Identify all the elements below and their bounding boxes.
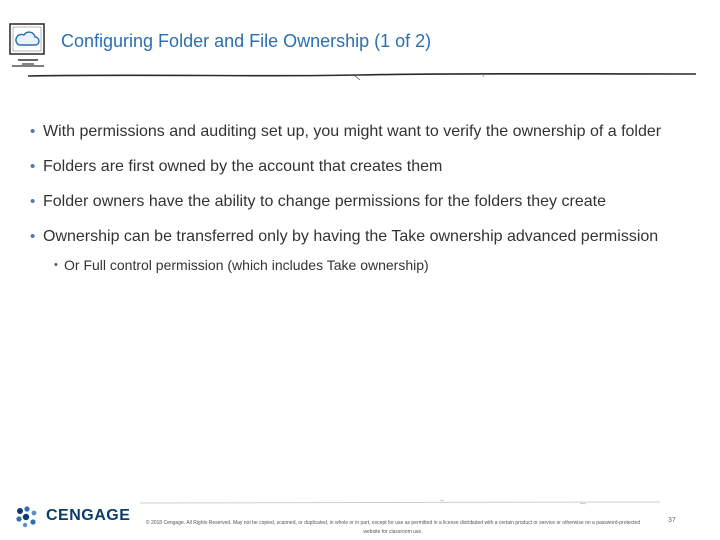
sub-bullet-text: Or Full control permission (which includes Take ownership): [64, 257, 429, 273]
copyright-notice: © 2018 Cengage. All Rights Reserved. May not be copied, scanned, or duplicated, in whole or in part, except for use as permitted in a license distributed with a certain product or service or otherwise on a password-protected website for classroom use.: [145, 520, 641, 535]
bullet-item: [30, 121, 702, 142]
brand-name: CENGAGE: [46, 507, 131, 524]
bullet-text: Folder owners have the ability to change permissions for the folders they create: [43, 193, 606, 210]
bullet-text: Ownership can be transferred only by having the Take ownership advanced permission: [43, 228, 659, 245]
footer-divider: [140, 498, 660, 506]
cloud-monitor-icon: [8, 22, 48, 72]
bullet-list: [30, 121, 702, 275]
bullet-marker: •: [30, 123, 36, 140]
bullet-text: With permissions and auditing set up, you might want to verify the ownership of a folder: [43, 123, 662, 140]
bullet-item: [30, 226, 702, 247]
bullet-marker: •: [30, 228, 36, 245]
cengage-logo-icon: [14, 504, 44, 528]
page-number: 37: [668, 517, 676, 524]
sub-bullet-marker: •: [54, 259, 58, 271]
slide-title: Configuring Folder and File Ownership (1 of 2): [61, 31, 432, 51]
title-underline: [28, 68, 696, 82]
sub-bullet-item: [54, 255, 702, 275]
bullet-item: [30, 156, 702, 177]
bullet-item: [30, 191, 702, 212]
bullet-marker: •: [30, 158, 36, 175]
bullet-text: Folders are first owned by the account that creates them: [43, 158, 443, 175]
bullet-marker: •: [30, 193, 36, 210]
